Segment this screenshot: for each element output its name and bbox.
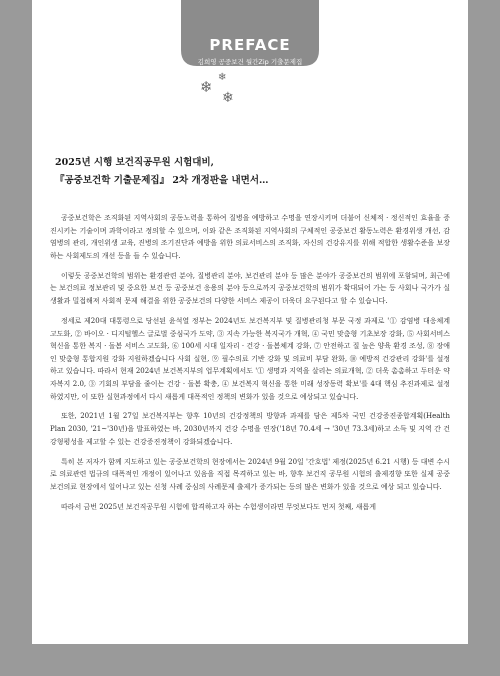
snowflake-icon: ❄ bbox=[222, 90, 234, 106]
body-paragraph: 특히 본 저자가 함께 지도하고 있는 공중보건학의 현장에서는 2024년 9월 20일 '간호법' 제정(2025년 6.21 시행) 등 대변 수시로 의료관련 법규의 대폭적인 개정이 있어나고 있음을 직접 목격하고 있는 바, 향후 보건직 공무원 시험의 출제경향 또한 실제 공중보건의료 현장에서 일어나고 있는 신청 사례 중심의 사례문제 출제가 증가되는 등의 많은 변화가 있을 것으로 예상 되고 있습니다. bbox=[50, 457, 450, 491]
snowflake-icon: ❄ bbox=[200, 78, 213, 96]
page-bottom-margin bbox=[0, 644, 500, 676]
banner-subtitle: 김희영 공중보건 월간Zip 기출문제집 bbox=[197, 58, 303, 66]
preface-body bbox=[50, 212, 450, 521]
body-paragraph: 또한, 2021년 1월 27일 보건복지부는 향후 10년의 건강정책의 방향과 과제를 담은 제5차 국민 건강증진종합계획(Health Plan 2030, '21~'30년)을 발표하였는 바, 2030년까지 건강 수명을 연장('18년 70.4세 → '30년 73.3세)하고 소득 및 지역 간 건강형평성을 제고할 수 있는 건강증진정책이 강화되겠습니다. bbox=[50, 412, 450, 446]
banner-title: PREFACE bbox=[209, 36, 291, 54]
body-paragraph: 이렇듯 공중보건학의 범위는 환경관련 분야, 질병관리 분야, 보건관리 분야 등 많은 분야가 공중보건의 범위에 포함되며, 최근에는 보건의료 정보관리 및 중요한 보건 등 공중보건 응용의 분야 등으로까지 공중보건학의 범위가 확대되어 가는 등 사회나 국가가 실생활과 밀접해져 사회적 문제 해결을 위한 공중보건의 다양한 서비스 제공이 더욱더 요구된다고 할 수 있습니다. bbox=[50, 271, 450, 305]
headline-line-2: 『공중보건학 기출문제집』 2차 개정판을 내면서… bbox=[55, 175, 269, 186]
body-paragraph: 정세로 제20대 대통령으로 당선된 윤석열 정부는 2024년도 보건복지부 및 질병관리청 부문 국정 과제로 '① 감염병 대응체계 고도화, ② 바이오 · 디지털헬스 글로벌 중심국가 도약, ③ 지속 가능한 복지국가 개혁, ④ 국민 맞춤형 기초보장 강화, ⑤ 사회서비스 혁신을 통한 복지 · 돌봄 서비스 고도화, ⑥ 100세 시대 일자리 · 건강 · 돌봄체계 강화, ⑦ 안전하고 질 높은 양육 환경 조성, ⑧ 장애인 맞춤형 통합지원 강화 지원하겠습니다 사회 실현, ⑨ 필수의료 기반 강화 및 의료비 부담 완화, ⑩ 예방적 건강관리 강화'를 설정하고 있습니다. 따라서 현재 2024년 보건복지부의 업무계획에서도 '① 생명과 지역을 살리는 의료개혁, ② 더욱 촘촘하고 두터운 약자복지 2.0, ③ 기회의 부담을 줄이는 건강 · 돌봄 확충, ④ 보건복지 혁신을 통한 미래 성장동력 확보'를 4대 핵심 추진과제로 설정하였지만, 이 또한 실현과정에서 다시 새롭게 대폭적인 정책의 변화가 있을 것으로 예상되고 있습니다. bbox=[50, 316, 450, 401]
preface-banner bbox=[181, 0, 319, 66]
body-paragraph: 공중보건학은 조직화된 지역사회의 공동노력을 통하여 질병을 예방하고 수명을 연장시키며 더불어 신체적 · 정신적인 효율을 증진시키는 기술이며 과학이라고 정의할 수 있으며, 이와 같은 조직화된 지역사회의 구체적인 공중보건 활동노력은 환경위생 개선, 감염병의 관리, 개인위생 교육, 진병의 조기진단과 예방을 위한 의료서비스의 조직화, 자신의 건강유지를 위해 적합한 생활수준을 보장하는 사회제도의 개선 등을 들 수 있습니다. bbox=[50, 214, 450, 260]
snowflake-icon: ❄ bbox=[218, 72, 227, 83]
body-paragraph: 따라서 금번 2025년 보건직공무원 시험에 합격하고자 하는 수험생이라면 무엇보다도 먼저 첫째, 새롭게 bbox=[61, 502, 376, 511]
headline-line-1: 2025년 시행 보건직공무원 시험대비, bbox=[55, 157, 214, 168]
preface-headline bbox=[55, 154, 435, 190]
snowflake-decoration bbox=[200, 72, 260, 106]
